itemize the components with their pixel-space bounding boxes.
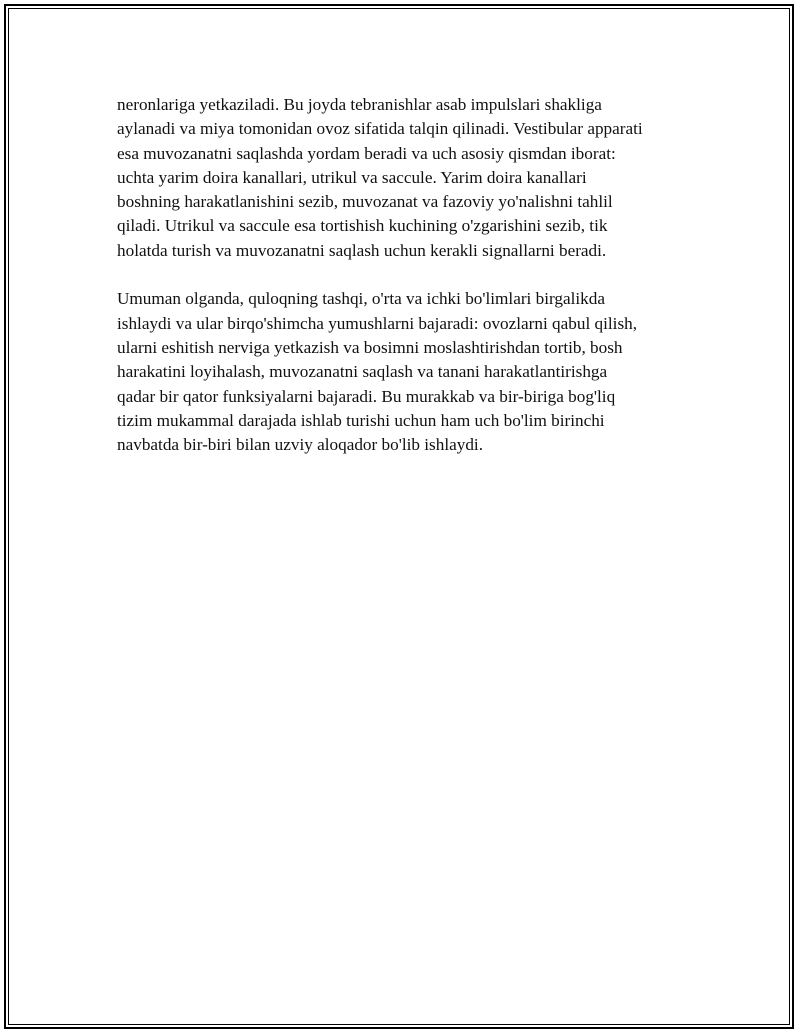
text-line: ularni eshitish nerviga yetkazish va bosimni moslashtirishdan tortib, bosh: [117, 337, 623, 357]
text-line: uchta yarim doira kanallari, utrikul va saccule. Yarim doira kanallari: [117, 167, 587, 187]
text-line: Umuman olganda, quloqning tashqi, o'rta va ichki bo'limlari birgalikda: [117, 289, 605, 309]
text-line: harakatini loyihalash, muvozanatni saqlash va tanani harakatlantirishga: [117, 362, 608, 382]
text-line: qadar bir qator funksiyalarni bajaradi. Bu murakkab va bir-biriga bog'liq: [117, 386, 616, 406]
paragraph-1: [117, 93, 697, 263]
text-line: tizim mukammal darajada ishlab turishi uchun ham uch bo'lim birinchi: [117, 410, 605, 430]
text-line: ishlaydi va ular birqo'shimcha yumushlarni bajaradi: ovozlarni qabul qilish,: [117, 313, 638, 333]
text-line: qiladi. Utrikul va saccule esa tortishish kuchining o'zgarishini sezib, tik: [117, 216, 608, 236]
text-line: neronlariga yetkaziladi. Bu joyda tebranishlar asab impulslari shakliga: [117, 95, 602, 114]
text-line: holatda turish va muvozanatni saqlash uchun kerakli signallarni beradi.: [117, 240, 607, 260]
paragraph-2: [117, 287, 697, 457]
document-body: [117, 93, 697, 482]
text-line: boshning harakatlanishini sezib, muvozanat va fazoviy yo'nalishni tahlil: [117, 192, 613, 212]
text-line: aylanadi va miya tomonidan ovoz sifatida talqin qilinadi. Vestibular apparati: [117, 119, 643, 139]
text-line: esa muvozanatni saqlashda yordam beradi va uch asosiy qismdan iborat:: [117, 143, 616, 163]
text-line: navbatda bir-biri bilan uzviy aloqador bo'lib ishlaydi.: [117, 435, 483, 455]
